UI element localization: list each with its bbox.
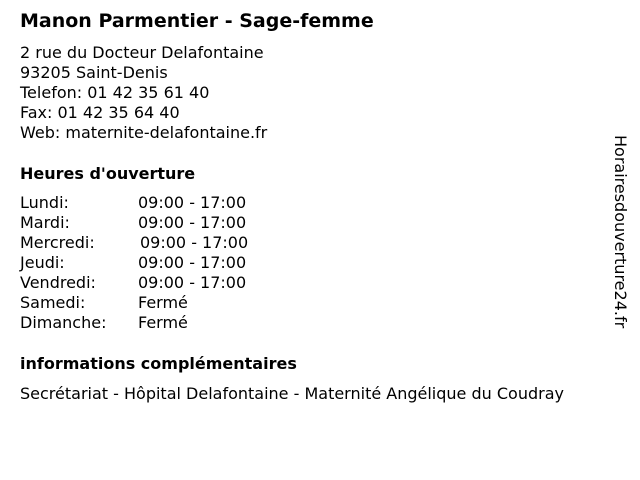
hours-row — [20, 233, 248, 253]
info-heading: informations complémentaires — [20, 354, 297, 373]
hours-time: 09:00 - 17:00 — [138, 213, 247, 232]
business-name: Manon Parmentier - Sage-femme — [20, 10, 374, 32]
web-line: Web: maternite-delafontaine.fr — [20, 123, 268, 142]
hours-day: Samedi: — [20, 293, 86, 312]
hours-time: 09:00 - 17:00 — [140, 233, 249, 252]
address-city: 93205 Saint-Denis — [20, 63, 168, 82]
hours-day: Vendredi: — [20, 273, 96, 292]
fax-line: Fax: 01 42 35 64 40 — [20, 103, 180, 122]
hours-row — [20, 213, 248, 233]
hours-day: Mardi: — [20, 213, 70, 232]
phone-line: Telefon: 01 42 35 61 40 — [20, 83, 210, 102]
hours-row — [20, 253, 248, 273]
hours-day: Jeudi: — [20, 253, 65, 272]
hours-row — [20, 293, 248, 313]
hours-heading: Heures d'ouverture — [20, 164, 196, 183]
hours-row — [20, 193, 248, 213]
hours-time: Fermé — [138, 293, 188, 312]
contact-block — [20, 43, 267, 143]
info-text: Secrétariat - Hôpital Delafontaine - Maternité Angélique du Coudray — [20, 384, 564, 403]
hours-day: Lundi: — [20, 193, 69, 212]
address-street: 2 rue du Docteur Delafontaine — [20, 43, 264, 62]
watermark-text: Horairesdouverture24.fr — [611, 135, 630, 329]
hours-time: 09:00 - 17:00 — [138, 253, 247, 272]
hours-time: Fermé — [138, 313, 188, 332]
hours-row — [20, 273, 248, 293]
hours-day: Mercredi: — [20, 233, 95, 252]
hours-time: 09:00 - 17:00 — [138, 193, 247, 212]
hours-day: Dimanche: — [20, 313, 107, 332]
hours-time: 09:00 - 17:00 — [138, 273, 247, 292]
hours-row — [20, 313, 248, 333]
hours-table — [20, 193, 248, 333]
